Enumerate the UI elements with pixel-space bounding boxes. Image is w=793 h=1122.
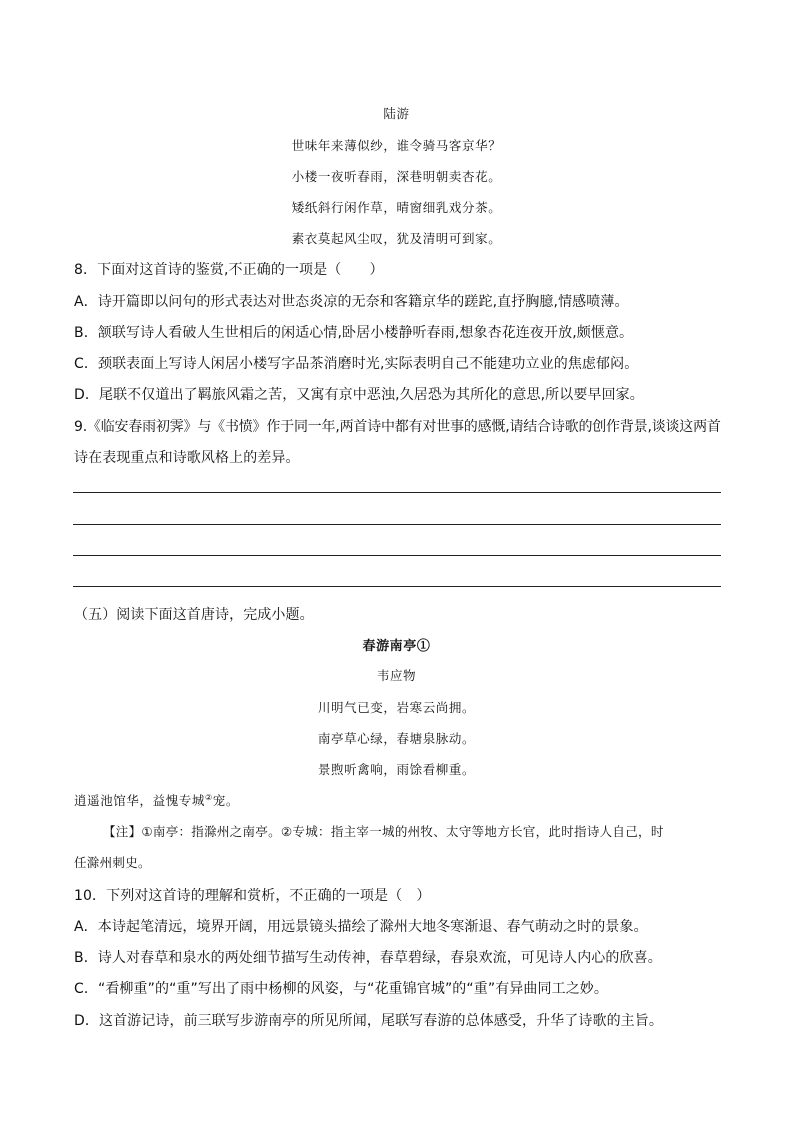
section-5-intro: （五）阅读下面这首唐诗，完成小题。	[74, 607, 314, 623]
question-8-option-b: B．颔联写诗人看破人生世相后的闲适心情,卧居小楼静听春雨,想象杏花连夜开放,颇惬意。	[74, 325, 634, 341]
poem-last-line	[74, 791, 239, 809]
question-8-option-d: D．尾联不仅道出了羁旅风霜之苦，又寓有京中恶浊,久居恐为其所化的意思,所以要早回家。	[74, 387, 644, 403]
annotation-line2: 任滁州刺史。	[74, 855, 151, 870]
question-8-stem: 8．下面对这首诗的鉴赏,不正确的一项是（ ）	[74, 262, 384, 278]
question-10-stem: 10．下列对这首诗的理解和赏析，不正确的一项是（ ）	[74, 888, 431, 904]
question-8-option-c: C．颈联表面上写诗人闲居小楼写字品茶消磨时光,实际表明自己不能建功立业的焦虑郁闷。	[74, 356, 639, 372]
poem-line: 景煦听禽响，雨馀看柳重。	[317, 762, 476, 777]
poem-line: 素衣莫起风尘叹，犹及清明可到家。	[291, 231, 502, 246]
question-10-option-d: D．这首游记诗，前三联写步游南亭的所见所闻，尾联写春游的总体感受，升华了诗歌的主旨。	[74, 1013, 663, 1029]
poem-line: 矮纸斜行闲作草，晴窗细乳戏分茶。	[291, 200, 502, 215]
question-9-line2: 诗在表现重点和诗歌风格上的差异。	[74, 450, 300, 466]
question-10-option-a: A．本诗起笔清远，境界开阔，用远景镜头描绘了滁州大地冬寒渐退、春气萌动之时的景象。	[74, 919, 648, 935]
annotation-line1: 【注】①南亭：指滁州之南亭。②专城：指主宰一城的州牧、太守等地方长官，此时指诗人自己，时	[103, 824, 664, 839]
question-10-option-c: C．“看柳重”的“重”写出了雨中杨柳的风姿，与“花重锦官城”的“重”有异曲同工之妙。	[74, 981, 608, 997]
poem-line: 世味年来薄似纱，谁令骑马客京华？	[291, 138, 502, 153]
poem2-title: 春游南亭①	[362, 639, 431, 654]
footnote-marker: ②	[205, 792, 213, 802]
answer-line[interactable]	[73, 586, 721, 587]
question-9-line1: 9.《临安春雨初霁》与《书愤》作于同一年,两首诗中都有对世事的感慨,请结合诗歌的创作背景,谈谈这两首	[74, 419, 721, 435]
answer-line[interactable]	[73, 492, 721, 493]
poem-last-line-end: 宠。	[212, 793, 239, 808]
poem2-author: 韦应物	[376, 668, 417, 683]
poem-line: 南亭草心绿，春塘泉脉动。	[317, 731, 476, 746]
poem-line: 小楼一夜听春雨，深巷明朝卖杏花。	[291, 169, 502, 184]
question-10-option-b: B．诗人对春草和泉水的两处细节描写生动传神，春草碧绿，春泉欢流，可见诗人内心的欣喜。	[74, 950, 662, 966]
question-8-option-a: A．诗开篇即以问句的形式表达对世态炎凉的无奈和客籍京华的蹉跎,直抒胸臆,情感喷薄。	[74, 294, 629, 310]
poem-line: 川明气已变，岩寒云尚拥。	[317, 700, 476, 715]
answer-line[interactable]	[73, 555, 721, 556]
poem-author: 陆游	[383, 106, 410, 121]
poem-last-line-text: 逍遥池馆华，益愧专城	[74, 793, 206, 808]
answer-line[interactable]	[73, 524, 721, 525]
